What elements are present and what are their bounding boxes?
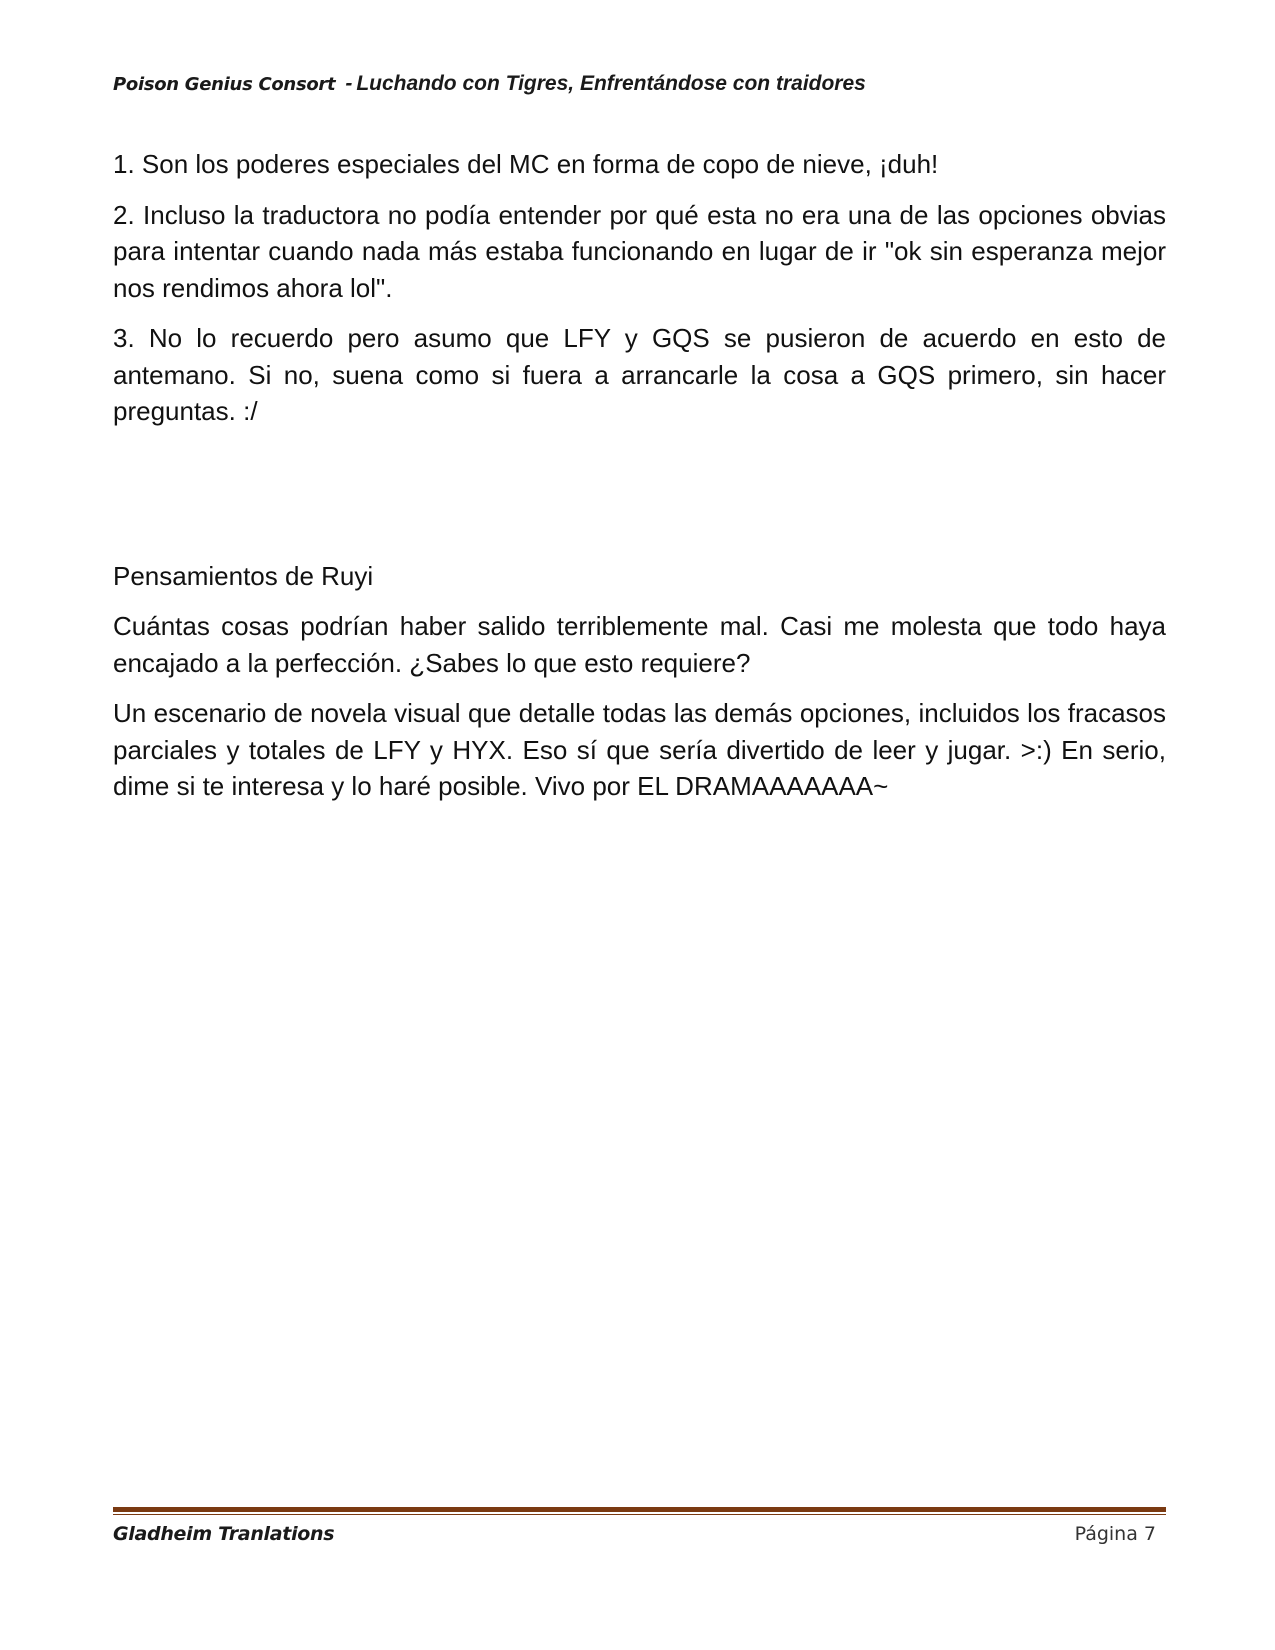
- thoughts-paragraph-2: Un escenario de novela visual que detalle todas las demás opciones, incluidos los fracasos parciales y totales de LFY y HYX. Eso sí que sería divertido de leer y jugar. >:) En serio, dime si te interesa y lo haré posible. Vivo por EL DRAMAAAAAAA~: [113, 698, 1166, 801]
- header-separator: -: [345, 72, 353, 95]
- chapter-title: Luchando con Tigres, Enfrentándose con traidores: [356, 72, 866, 95]
- page-header: [113, 72, 1163, 96]
- footer-page-number: Página 7: [1074, 1523, 1156, 1545]
- footer-rule-thin: [113, 1514, 1166, 1515]
- note-2: 2. Incluso la traductora no podía entender por qué esta no era una de las opciones obvias para intentar cuando nada más estaba funcionando en lugar de ir "ok sin esperanza mejor nos rendimos ahora lol".: [113, 199, 1166, 303]
- note-3: 3. No lo recuerdo pero asumo que LFY y GQS se pusieron de acuerdo en esto de antemano. Si no, suena como si fuera a arrancarle la cosa a GQS primero, sin hacer preguntas. :/: [113, 323, 1166, 426]
- footer-publisher: Gladheim Tranlations: [113, 1523, 335, 1545]
- series-title: Poison Genius Consort: [113, 74, 336, 95]
- thoughts-heading: Pensamientos de Ruyi: [113, 560, 374, 591]
- page-body: [113, 146, 1166, 819]
- thoughts-paragraph-1: Cuántas cosas podrían haber salido terriblemente mal. Casi me molesta que todo haya encajado a la perfección. ¿Sabes lo que esto requiere?: [113, 611, 1166, 678]
- footer-rule: [113, 1507, 1166, 1515]
- footer-rule-thick: [113, 1507, 1166, 1512]
- note-1: 1. Son los poderes especiales del MC en forma de copo de nieve, ¡duh!: [113, 149, 939, 179]
- section-spacer: [113, 444, 1166, 558]
